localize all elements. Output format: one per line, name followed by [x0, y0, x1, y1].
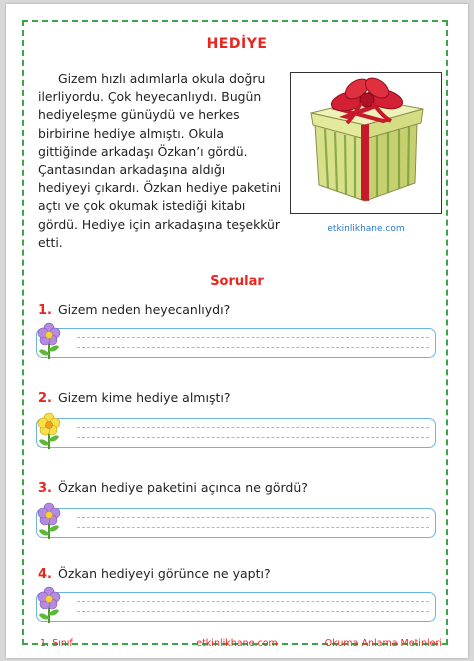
gift-picture: [290, 72, 442, 214]
writing-line: [77, 527, 429, 528]
question-number: 2.: [38, 391, 52, 406]
writing-line: [77, 601, 429, 602]
writing-line: [77, 437, 429, 438]
story-line: Gizem hızlı adımlarla okula doğru: [58, 71, 266, 86]
writing-line: [77, 337, 429, 338]
footer-series: Okuma Anlama Metinleri: [324, 638, 442, 649]
watermark-text: etkinlikhane.com: [327, 224, 405, 234]
question-2: [38, 390, 230, 406]
story-line: Çantasından arkadaşına aldığı: [38, 162, 226, 178]
story-line: etti.: [38, 234, 63, 250]
writing-line: [77, 427, 429, 428]
question-text: Gizem neden heyecanlıydı?: [57, 302, 231, 317]
question-3: [38, 480, 308, 496]
answer-box-2[interactable]: [36, 418, 436, 448]
flower-icon: [35, 319, 65, 361]
story-line: hediyeleşme günüydü ve herkes: [38, 107, 240, 123]
question-number: 3.: [38, 481, 52, 496]
answer-box-4[interactable]: [36, 592, 436, 622]
writing-line: [77, 347, 429, 348]
page-title: HEDİYE: [206, 36, 268, 52]
story-text: [38, 70, 288, 252]
question-4: [38, 566, 271, 582]
questions-title: Sorular: [210, 274, 264, 289]
story-line: gittiğinde arkadaşı Özkan’ı gördü.: [38, 143, 248, 159]
story-line: ilerliyordu. Çok heyecanlıydı. Bugün: [38, 89, 262, 105]
story-line: birbirine hediye almıştı. Okula: [38, 125, 224, 141]
answer-box-1[interactable]: [36, 328, 436, 358]
writing-line: [77, 517, 429, 518]
question-text: Özkan hediyeyi görünce ne yaptı?: [57, 566, 271, 581]
writing-line: [77, 611, 429, 612]
question-text: Gizem kime hediye almıştı?: [57, 390, 231, 405]
gift-box-icon: [291, 73, 440, 212]
flower-icon: [35, 583, 65, 625]
question-number: 1.: [38, 303, 52, 318]
footer-site: etkinlikhane.com: [196, 638, 278, 649]
question-number: 4.: [38, 567, 52, 582]
footer-grade: 1. Sınıf: [40, 638, 73, 649]
story-line: gördü. Hediye için arkadaşına teşekkür: [38, 216, 281, 232]
flower-icon: [35, 409, 65, 451]
answer-box-3[interactable]: [36, 508, 436, 538]
flower-icon: [35, 499, 65, 541]
story-line: açtı ve çok okumak istediği kitabı: [38, 198, 246, 214]
story-line: hediyeyi çıkardı. Özkan hediye paketini: [38, 180, 282, 196]
question-text: Özkan hediye paketini açınca ne gördü?: [57, 480, 308, 495]
question-1: [38, 302, 230, 318]
